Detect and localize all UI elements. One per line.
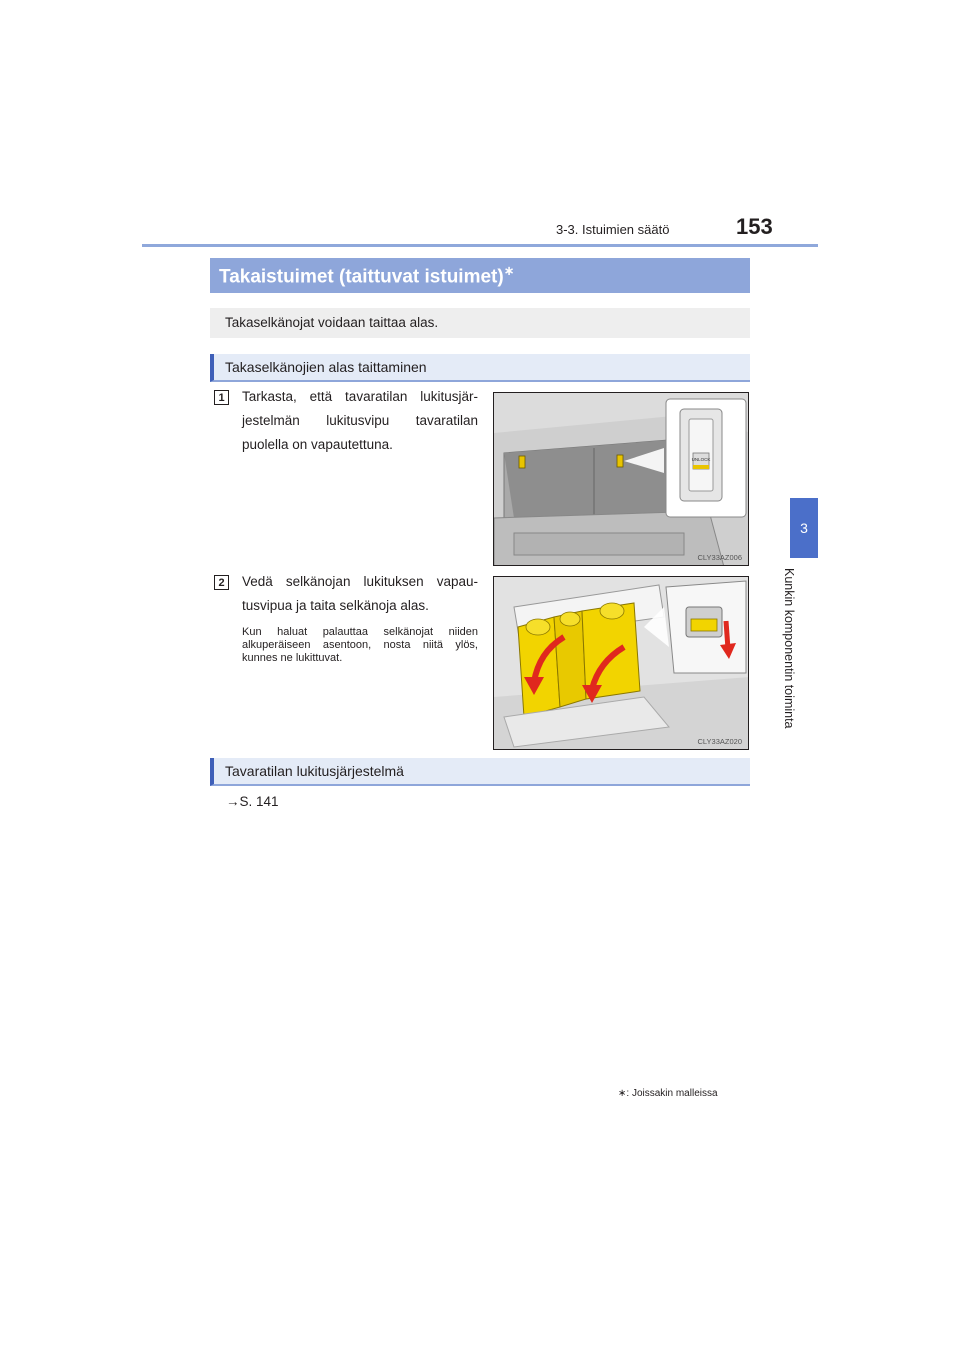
section-title: 3-3. Istuimien säätö [556, 222, 670, 237]
figure-seat-release [493, 576, 749, 750]
header-rule [142, 244, 818, 247]
unlock-label: UNLOCK [691, 457, 711, 462]
figure-code-1: CLY33AZ006 [697, 553, 742, 562]
step-note-2: Kun haluat palauttaa selkänojat niiden alkuperäiseen asentoon, nosta niitä ylös, kunnes ne lukittuvat. [242, 626, 478, 664]
chapter-title [774, 568, 834, 778]
footnote-mark: ∗ [618, 1088, 627, 1099]
chapter-tab[interactable] [790, 498, 818, 558]
page-reference-link[interactable]: →S. 141 [226, 794, 279, 809]
intro-box: Takaselkänojat voidaan taittaa alas. [210, 308, 750, 338]
step-text-2: Vedä selkänojan lukituksen vapau- tusvipua ja taita selkänoja alas. [242, 574, 478, 613]
step-number-1: 1 [214, 390, 229, 405]
seat-illustration [494, 577, 749, 750]
figure-trunk-lock-lever [493, 392, 749, 566]
footnote-text: : Joissakin malleissa [626, 1088, 718, 1099]
step-number-2: 2 [214, 575, 229, 590]
trunk-illustration [494, 393, 749, 566]
subheading-trunk-lock: Tavaratilan lukitusjärjestelmä [210, 758, 750, 786]
main-heading-title: Takaistuimet (taittuvat istuimet) [219, 266, 504, 288]
chapter-title-text: Kunkin komponentin toiminta [782, 568, 796, 729]
figure-code-2: CLY33AZ020 [697, 737, 742, 746]
footnote [618, 1088, 718, 1099]
asterisk-mark: ∗ [503, 263, 515, 278]
main-heading [210, 258, 750, 293]
chapter-number: 3 [800, 520, 808, 536]
step-text-1: Tarkasta, että tavaratilan lukitusjär- jestelmän lukitusvipu tavaratilan puolella on vapautettuna. [242, 389, 478, 452]
page-number: 153 [736, 214, 773, 239]
subheading-folding: Takaselkänojien alas taittaminen [210, 354, 750, 382]
